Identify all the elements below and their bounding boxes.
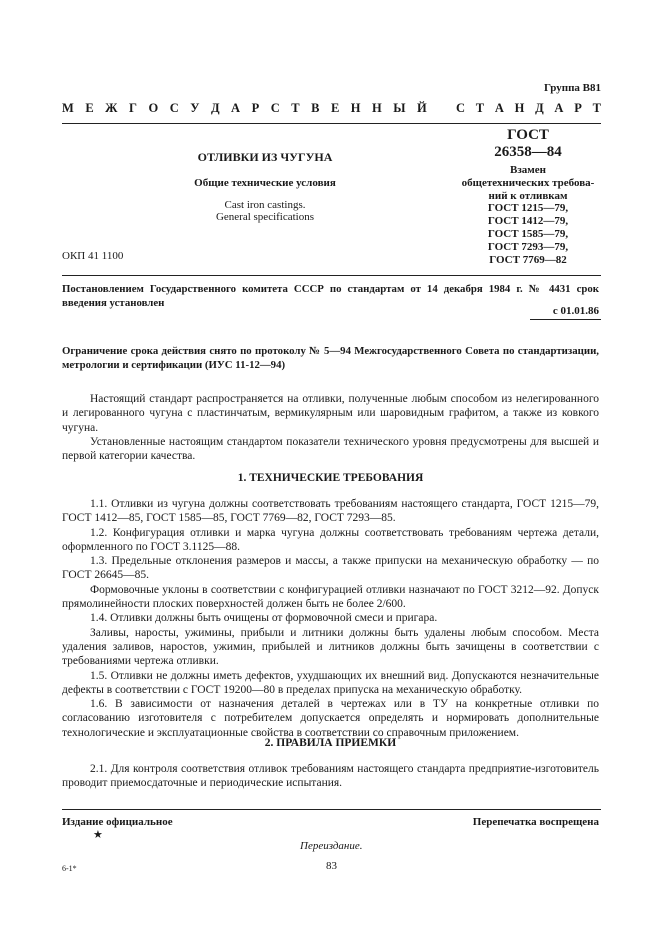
print-mark: 6-1* <box>62 864 77 873</box>
section1-paragraph: 1.4. Отливки должны быть очищены от формовочной смеси и пригара. <box>90 612 438 625</box>
banner-letter: С <box>270 101 280 115</box>
replaces-line: ГОСТ 7293—79, <box>487 240 569 253</box>
intro-paragraph: Настоящий стандарт распространяется на отливки, полученные любым способом из нелегированного и легированного чугуна с пластинчатым, вермикулярным или шаровидным графитом, а также из ковкого чугуна. <box>62 393 599 434</box>
banner-letter: У <box>190 101 200 115</box>
document-subtitle: Общие технические условия <box>194 177 336 189</box>
banner-standard <box>456 101 601 116</box>
reissue-note: Переиздание. <box>300 840 363 852</box>
replaces-line: ГОСТ 1585—79, <box>487 227 569 240</box>
date-underline <box>530 319 601 320</box>
section2-paragraph: 2.1. Для контроля соответствия отливок требованиям настоящего стандарта предприятие-изготовитель проводит приемосдаточные и периодические испытания. <box>62 763 599 790</box>
banner-letter: Ж <box>105 101 118 115</box>
english-title-line2: General specifications <box>215 211 315 223</box>
section1-paragraph: 1.2. Конфигурация отливки и марка чугуна должны соответствовать требованиям чертежа детали, оформленного по ГОСТ 3.1125—88. <box>62 526 599 553</box>
banner-letter: Г <box>129 101 137 115</box>
gost-number: 26358—84 <box>494 144 562 160</box>
section1-paragraph: 1.3. Предельные отклонения размеров и массы, а также припуски на механическую обработку — по ГОСТ 26645—85. <box>62 555 599 582</box>
banner-letter: В <box>311 101 320 115</box>
effective-date: с 01.01.86 <box>552 305 599 317</box>
replaces-line: ГОСТ 1215—79, <box>487 202 569 215</box>
banner-letter: С <box>456 101 466 115</box>
intro-block <box>62 392 599 463</box>
section1-paragraph: Формовочные уклоны в соответствии с конфигурацией отливки назначают по ГОСТ 3212—92. Допуск прямолинейности плоских поверхностей должен быть не более 2/600. <box>62 583 599 611</box>
banner-letter: Е <box>85 101 94 115</box>
banner-letter: А <box>231 101 241 115</box>
group-code: Группа В81 <box>543 82 601 94</box>
section1-paragraph: Заливы, наросты, ужимины, прибыли и литники должны быть удалены любым способом. Места удаления заливов, наростов, ужимин, прибылей и литников должны быть зачищены в соответствии с требованиями чертежа отливки. <box>62 626 599 668</box>
banner-letter: А <box>494 101 504 115</box>
okp-code: ОКП 41 1100 <box>62 250 124 262</box>
banner-interstate <box>62 101 427 116</box>
standard-banner <box>62 101 601 116</box>
replaces-line: ний к отливкам <box>488 189 568 202</box>
header-rule <box>62 123 601 124</box>
section1-body <box>62 497 599 740</box>
english-title-line1: Cast iron castings. <box>224 199 306 211</box>
limitation-text <box>62 345 599 372</box>
banner-letter: Н <box>514 101 525 115</box>
decree-text <box>62 283 599 310</box>
section1-paragraph: 1.6. В зависимости от назначения деталей в чертежах или в ТУ на конкретные отливки по согласованию изготовителя с потребителем допускается определять и нормировать дополнительные технологические и эксплуатационные свойства в соответствии со справочным приложением. <box>62 698 599 739</box>
banner-letter: Ы <box>393 101 406 115</box>
banner-letter: С <box>169 101 179 115</box>
decree-paragraph: Постановлением Государственного комитета СССР по стандартам от 14 декабря 1984 г. № 4431 срок введения установлен <box>62 283 599 309</box>
section1-paragraph: 1.5. Отливки не должны иметь дефектов, ухудшающих их внешний вид. Допускаются незначительные дефекты в соответствии с ГОСТ 19200—80 в пределах припуска на механическую обработку. <box>62 669 599 696</box>
banner-letter: Н <box>350 101 361 115</box>
banner-letter: М <box>62 101 74 115</box>
official-edition: Издание официальное <box>62 816 173 828</box>
replaces-line: ГОСТ 7769—82 <box>489 253 567 266</box>
banner-letter: Д <box>535 101 544 115</box>
banner-letter: Р <box>574 101 582 115</box>
banner-letter: О <box>148 101 159 115</box>
page-number: 83 <box>326 860 337 872</box>
section1-paragraph: 1.1. Отливки из чугуна должны соответствовать требованиям настоящего стандарта, ГОСТ 1215—79, ГОСТ 1412—85, ГОСТ 1585—85, ГОСТ 7769—82, ГОСТ 7293—85. <box>62 498 599 525</box>
banner-letter: Т <box>475 101 485 115</box>
banner-letter: Р <box>251 101 260 115</box>
title-rule <box>62 275 601 276</box>
banner-letter: Д <box>210 101 220 115</box>
replaces-line: ГОСТ 1412—79, <box>487 215 569 228</box>
banner-letter: Н <box>372 101 382 115</box>
gost-label: ГОСТ <box>507 127 549 143</box>
banner-letter: Е <box>330 101 340 115</box>
star-icon: ★ <box>93 829 103 841</box>
replaces-line: Взамен <box>510 164 546 176</box>
section2-body <box>62 762 599 791</box>
footer-rule <box>62 809 601 810</box>
intro-paragraph: Установленные настоящим стандартом показатели технического уровня предусмотрены для высшей и первой категории качества. <box>62 435 599 463</box>
document-title: ОТЛИВКИ ИЗ ЧУГУНА <box>197 150 333 164</box>
banner-letter: Т <box>291 101 300 115</box>
replaces-list <box>455 164 601 266</box>
banner-letter: Т <box>592 101 601 115</box>
reprint-prohibited: Перепечатка воспрещена <box>472 816 599 828</box>
section1-heading: 1. ТЕХНИЧЕСКИЕ ТРЕБОВАНИЯ <box>237 472 424 484</box>
replaces-line: общетехнических требова- <box>461 176 595 189</box>
banner-letter: А <box>554 101 564 115</box>
section2-heading: 2. ПРАВИЛА ПРИЕМКИ <box>264 737 397 749</box>
limitation-paragraph: Ограничение срока действия снято по протоколу № 5—94 Межгосударственного Совета по стандартизации, метрологии и сертификации (ИУС 11-12—94) <box>62 345 599 371</box>
banner-letter: Й <box>417 101 427 115</box>
